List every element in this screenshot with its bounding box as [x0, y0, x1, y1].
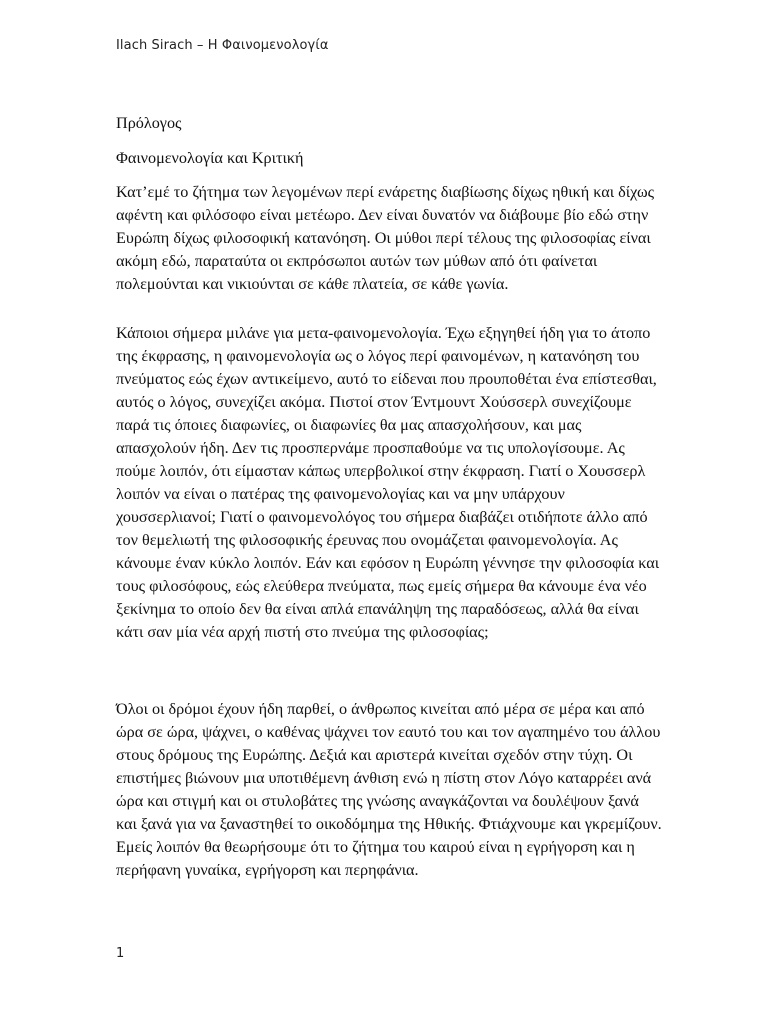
page-subtitle: Φαινομενολογία και Κριτική — [116, 149, 304, 167]
running-header: Ilach Sirach – Η Φαινομενολογία — [116, 38, 329, 53]
paragraph-2: Κάποιοι σήμερα μιλάνε για μετα-φαινομενολογία. Έχω εξηγηθεί ήδη για το άτοπο της έκφρασης, η φαινομενολογία ως ο λόγος περί φαινομένων, η κατανόηση του πνεύματος εώς έχων αντικείμενο, αυτό το είδεναι που προυποθέται ένα επίστεσθαι, αυτός ο λόγος, συνεχίζει ακόμα. Πιστοί στον Έντμουντ Χούσσερλ συνεχίζουμε παρά τις όποιες διαφωνίες, οι διαφωνίες θα μας απασχολήσουν, και μας απασχολούν ήδη. Δεν τις προσπερνάμε προσπαθούμε να τις υπολογίσουμε. Ας πούμε λοιπόν, ότι είμασταν κάπως υπερβολικοί στην έκφραση. Γιατί ο Χουσσερλ λοιπόν να είναι ο πατέρας της φαινομενολογίας και να μην υπάρχουν χουσσερλιανοί; Γιατί ο φαινομενολόγος του σήμερα διαβάζει οτιδήποτε άλλο από τον θεμελιωτή της φιλοσοφικής έρευνας που ονομάζεται φαινομενολογία. Ας κάνουμε έναν κύκλο λοιπόν. Εάν και εφόσον η Ευρώπη γέννησε την φιλοσοφία και τους φιλοσόφους, εώς ελεύθερα πνεύματα, πως εμείς σήμερα θα κάνουμε ένα νέο ξεκίνημα το οποίο δεν θα είναι απλά επανάληψη της παραδόσεως, αλλά θα είναι κάτι σαν μία νέα αρχή πιστή στο πνεύμα της φιλοσοφίας; — [116, 324, 660, 641]
paragraph-3: Όλοι οι δρόμοι έχουν ήδη παρθεί, ο άνθρωπος κινείται από μέρα σε μέρα και από ώρα σε ώρα, ψάχνει, ο καθένας ψάχνει τον εαυτό του και τον αγαπημένο του άλλου στους δρόμους της Ευρώπης. Δεξιά και αριστερά κινείται σχεδόν στην τύχη. Οι επιστήμες βιώνουν μια υποτιθέμενη άνθιση ενώ η πίστη στον Λόγο καταρρέει ανά ώρα και στιγμή και οι στυλοβάτες της γνώσης αναγκάζονται να δουλέψουν ξανά και ξανά για να ξαναστηθεί το οικοδόμημα της Ηθικής. Φτιάχνουμε και γκρεμίζουν. Εμείς λοιπόν θα θεωρήσουμε ότι το ζήτημα του καιρού είναι η εγρήγορση και η περήφανη γυναίκα, εγρήγορση και περηφάνια. — [116, 700, 662, 879]
paragraph-1: Κατ’εμέ το ζήτημα των λεγομένων περί ενάρετης διαβίωσης δίχως ηθική και δίχως αφέντη και φιλόσοφο είναι μετέωρο. Δεν είναι δυνατόν να διάβουμε βίο εδώ στην Ευρώπη δίχως φιλοσοφική κατανόηση. Οι μύθοι περί τέλους της φιλοσοφίας είναι ακόμη εδώ, παραταύτα οι εκπρόσωποι αυτών των μύθων από ότι φαίνεται πολεμούνται και νικιούνται σε κάθε πλατεία, σε κάθε γωνία. — [116, 183, 655, 293]
page-number: 1 — [116, 946, 125, 961]
page-title: Πρόλογος — [116, 114, 182, 132]
